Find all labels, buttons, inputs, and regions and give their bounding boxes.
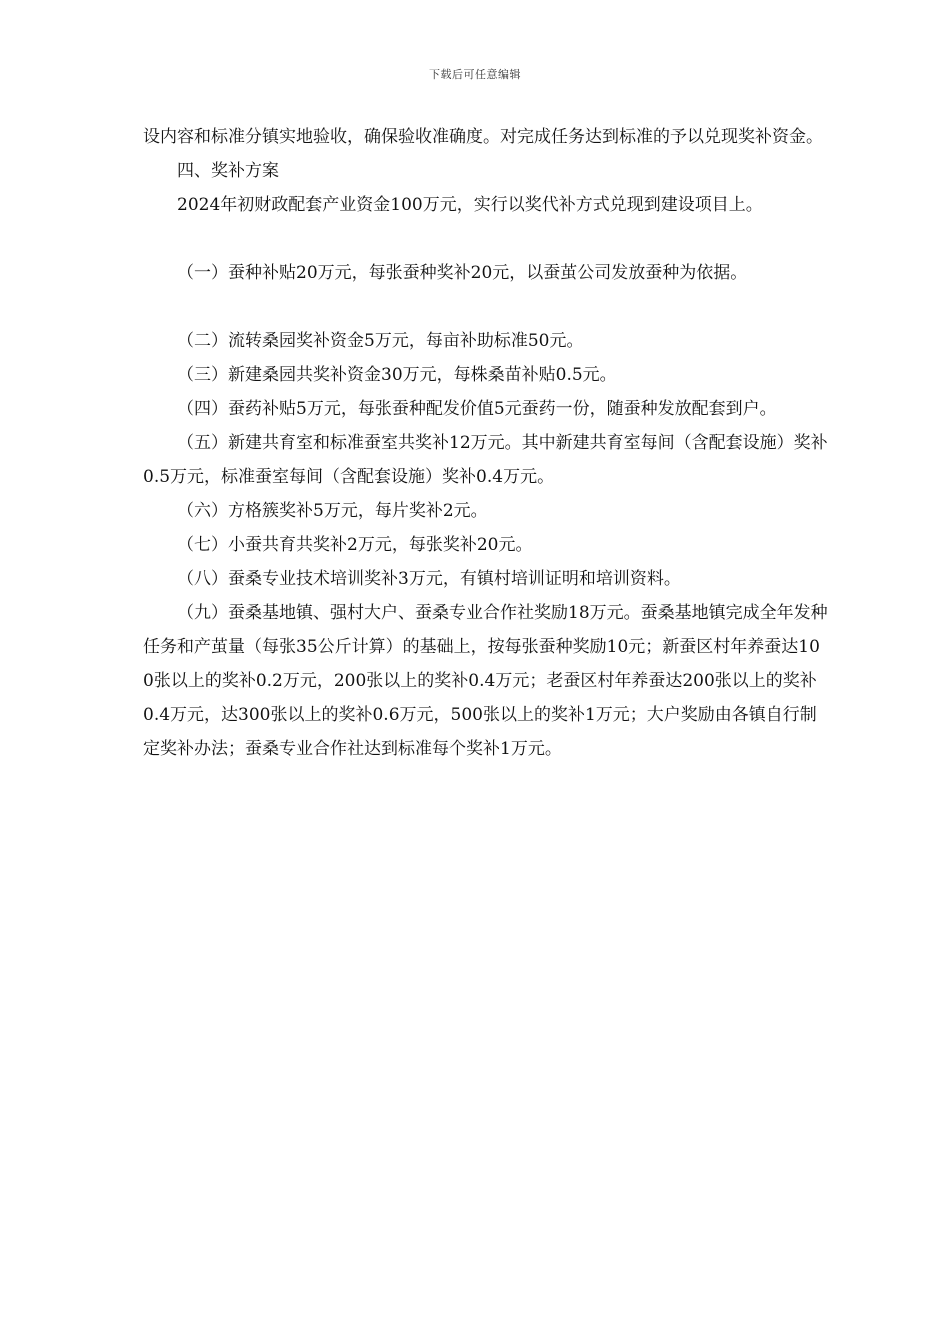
paragraph-item-6: （六）方格簇奖补5万元，每片奖补2元。: [177, 501, 488, 521]
paragraph-item-3: （三）新建桑园共奖补资金30万元，每株桑苗补贴0.5元。: [177, 365, 617, 385]
paragraph-continuation: 设内容和标准分镇实地验收，确保验收准确度。对完成任务达到标准的予以兑现奖补资金。: [143, 127, 823, 147]
page-header: 下载后可任意编辑: [429, 68, 521, 81]
blank-line: [143, 222, 828, 256]
paragraph-funding: 2024年初财政配套产业资金100万元，实行以奖代补方式兑现到建设项目上。: [177, 195, 763, 215]
section-heading: 四、奖补方案: [177, 161, 279, 181]
paragraph-item-1: （一）蚕种补贴20万元，每张蚕种奖补20元，以蚕茧公司发放蚕种为依据。: [177, 263, 748, 283]
paragraph-item-5: （五）新建共育室和标准蚕室共奖补12万元。其中新建共育室每间（含配套设施）奖补0.5万元，标准蚕室每间（含配套设施）奖补0.4万元。: [143, 433, 828, 487]
paragraph-item-2: （二）流转桑园奖补资金5万元，每亩补助标准50元。: [177, 331, 584, 351]
paragraph-item-9: （九）蚕桑基地镇、强村大户、蚕桑专业合作社奖励18万元。蚕桑基地镇完成全年发种任务和产茧量（每张35公斤计算）的基础上，按每张蚕种奖励10元；新蚕区村年养蚕达100张以上的奖补0.2万元，200张以上的奖补0.4万元；老蚕区村年养蚕达200张以上的奖补0.4万元，达300张以上的奖补0.6万元，500张以上的奖补1万元；大户奖励由各镇自行制定奖补办法；蚕桑专业合作社达到标准每个奖补1万元。: [143, 603, 828, 759]
document-body: [143, 120, 828, 766]
paragraph-item-4: （四）蚕药补贴5万元，每张蚕种配发价值5元蚕药一份，随蚕种发放配套到户。: [177, 399, 777, 419]
paragraph-item-7: （七）小蚕共育共奖补2万元，每张奖补20元。: [177, 535, 533, 555]
blank-line: [143, 290, 828, 324]
paragraph-item-8: （八）蚕桑专业技术培训奖补3万元，有镇村培训证明和培训资料。: [177, 569, 681, 589]
